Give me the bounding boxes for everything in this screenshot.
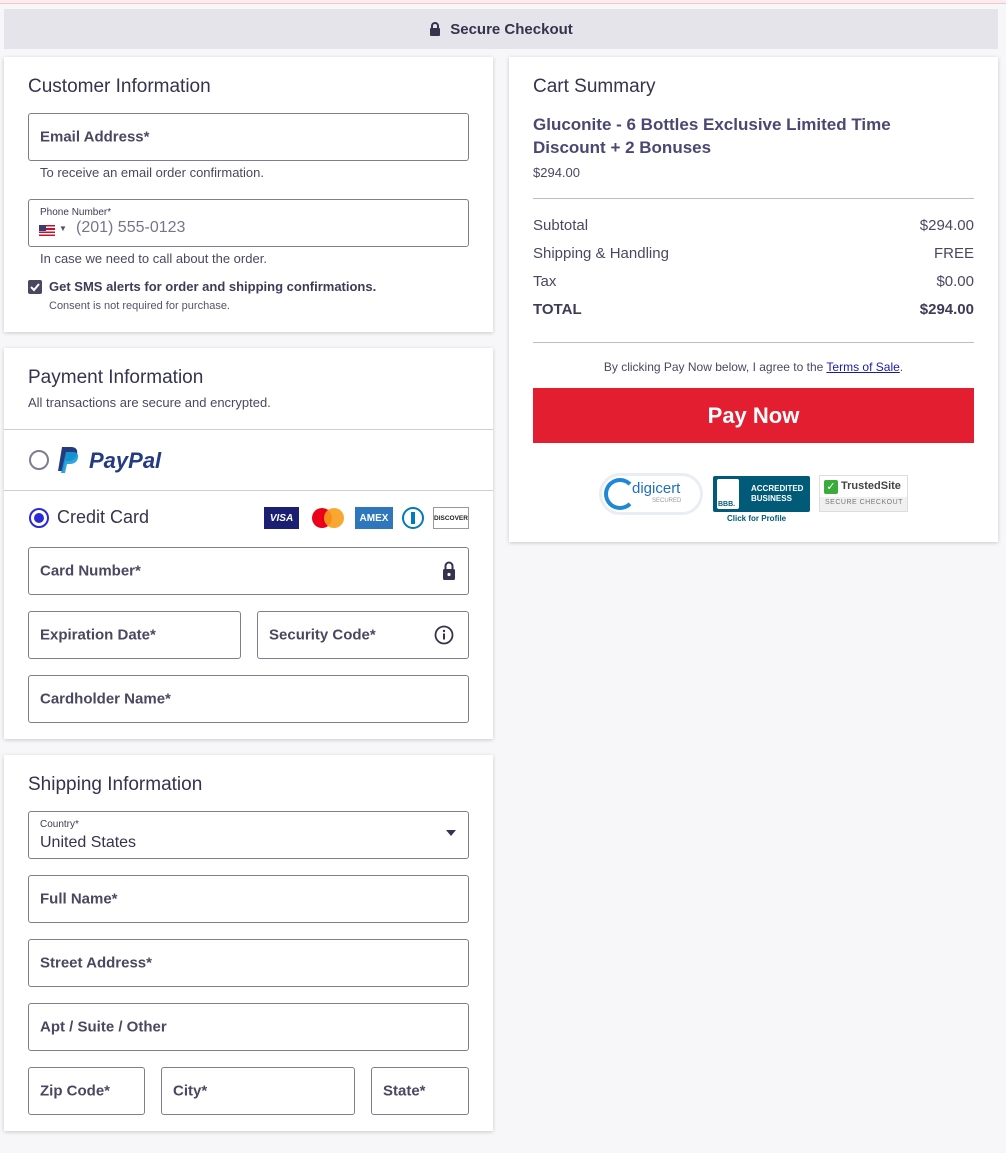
secure-checkout-banner [4,9,998,49]
sms-label[interactable]: Get SMS alerts for order and shipping confirmations. [49,279,377,294]
state-label: State* [383,1082,426,1100]
sms-checkbox[interactable] [28,280,42,294]
bbb-torch-icon [717,479,739,509]
subtotal-label: Subtotal [533,217,589,234]
street-address-label: Street Address* [40,954,152,972]
bbb-badge[interactable] [713,476,810,524]
bbb-line2: BUSINESS [751,494,792,503]
credit-card-label[interactable]: Credit Card [57,507,150,527]
product-name: Gluconite - 6 Bottles Exclusive Limited Time Discount + 2 Bonuses [533,115,891,157]
digicert-badge[interactable] [599,473,703,515]
lock-icon [429,22,441,36]
bbb-logo-text: BBB. [718,501,736,508]
country-value: United States [40,834,137,851]
check-icon: ✓ [824,480,838,494]
mastercard-icon [310,507,346,529]
city-field[interactable] [161,1067,355,1115]
email-label: Email Address* [40,128,150,146]
tax-label: Tax [533,273,557,290]
shipping-row [533,245,974,262]
bbb-line1: ACCREDITED [751,484,804,493]
phone-hint: In case we need to call about the order. [40,251,267,266]
email-field[interactable] [28,113,469,161]
cart-summary-title: Cart Summary [533,76,656,97]
street-address-field[interactable] [28,939,469,987]
phone-label: Phone Number* [40,207,112,218]
top-border [0,0,1006,4]
cart-divider-top [533,198,974,199]
product-price: $294.00 [533,165,580,180]
terms-of-sale-link[interactable]: Terms of Sale [826,360,900,374]
trustedsite-sub: SECURE CHECKOUT [825,499,903,506]
phone-placeholder: (201) 555-0123 [76,219,186,236]
tax-row [533,273,974,290]
credit-card-radio[interactable] [29,508,49,528]
paypal-logo-icon [56,445,82,473]
full-name-label: Full Name* [40,890,118,908]
payment-info-subtitle: All transactions are secure and encrypted. [28,395,271,410]
sms-consent: Consent is not required for purchase. [49,300,230,312]
payment-divider-mid [4,490,493,491]
checkmark-icon [28,280,42,294]
us-flag-icon[interactable] [39,225,55,236]
city-label: City* [173,1082,208,1100]
visa-icon: VISA [264,507,299,529]
diners-icon [400,507,426,529]
country-select[interactable] [28,811,469,859]
pay-now-button[interactable]: Pay Now [533,388,974,443]
zip-code-field[interactable] [28,1067,145,1115]
chevron-down-icon [446,830,456,836]
total-value: $294.00 [919,301,974,318]
cart-divider-bottom [533,342,974,343]
chevron-down-icon[interactable]: ▼ [59,224,67,233]
card-number-label: Card Number* [40,562,141,580]
apt-field[interactable] [28,1003,469,1051]
cart-summary-card [509,57,998,542]
payment-divider-top [4,429,493,430]
total-label: TOTAL [533,301,582,318]
digicert-sub: SECURED [652,498,682,504]
card-number-field[interactable] [28,547,469,595]
lock-icon [442,561,456,580]
subtotal-row [533,217,974,234]
amex-icon: AMEX [355,507,393,529]
shipping-value: FREE [933,245,974,262]
total-row [533,301,974,318]
zip-code-label: Zip Code* [40,1082,110,1100]
digicert-text: digicert [632,480,681,497]
shipping-label: Shipping & Handling [533,245,669,262]
payment-info-card [4,348,493,739]
cardholder-label: Cardholder Name* [40,690,171,708]
terms-text [533,360,974,374]
security-code-label: Security Code* [269,626,376,644]
bbb-profile-link[interactable]: Click for Profile [727,514,787,523]
state-field[interactable] [371,1067,469,1115]
info-icon[interactable] [434,625,454,645]
apt-label: Apt / Suite / Other [40,1018,167,1036]
phone-field[interactable] [28,199,469,247]
tax-value: $0.00 [936,273,974,290]
cardholder-field[interactable] [28,675,469,723]
terms-prefix: By clicking Pay Now below, I agree to the [603,360,827,374]
security-code-field[interactable] [257,611,469,659]
discover-icon: DISCOVER [433,507,469,529]
email-hint: To receive an email order confirmation. [40,165,264,180]
terms-suffix: . [899,360,904,374]
payment-info-title: Payment Information [28,367,204,388]
expiration-field[interactable] [28,611,241,659]
customer-info-title: Customer Information [28,76,211,97]
paypal-label[interactable]: PayPal [89,448,162,473]
trustedsite-text: TrustedSite [841,480,901,492]
trustedsite-badge[interactable] [819,475,908,512]
country-label: Country* [40,819,79,830]
banner-title: Secure Checkout [450,20,573,38]
paypal-radio[interactable] [29,450,49,470]
subtotal-value: $294.00 [919,217,974,234]
full-name-field[interactable] [28,875,469,923]
shipping-info-card [4,755,493,1131]
shipping-info-title: Shipping Information [28,774,203,795]
customer-info-card [4,57,493,332]
expiration-label: Expiration Date* [40,626,156,644]
